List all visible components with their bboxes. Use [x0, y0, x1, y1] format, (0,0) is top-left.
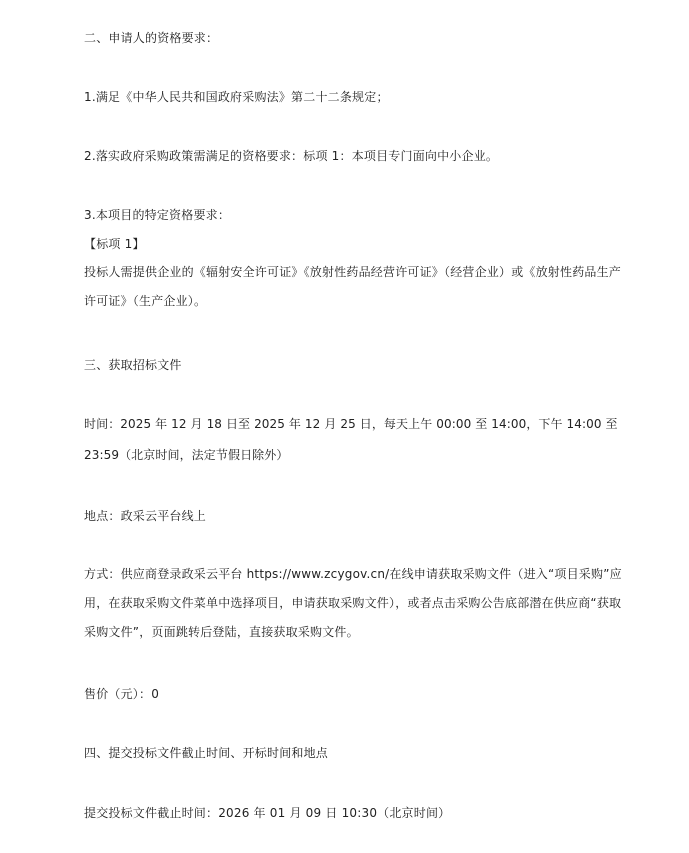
lot-requirement-text: 投标人需提供企业的《辐射安全许可证》《放射性药品经营许可证》（经营企业）或《放射性药品生产许可证》（生产企业）。	[84, 265, 622, 308]
section-3-heading: 三、获取招标文件	[84, 358, 182, 372]
qualification-item-2: 2.落实政府采购政策需满足的资格要求：标项 1：本项目专门面向中小企业。	[84, 149, 499, 163]
lot-label: 【标项 1】	[84, 237, 145, 251]
qualification-item-1: 1.满足《中华人民共和国政府采购法》第二十二条规定；	[84, 90, 389, 104]
acquisition-place-text: 地点：政采云平台线上	[84, 509, 207, 523]
section-2-heading: 二、申请人的资格要求：	[84, 31, 219, 45]
bid-deadline-text: 提交投标文件截止时间：2026 年 01 月 09 日 10:30（北京时间）	[84, 806, 451, 820]
section-4-heading: 四、提交投标文件截止时间、开标时间和地点	[84, 746, 329, 760]
qualification-item-3: 3.本项目的特定资格要求：	[84, 208, 231, 222]
acquisition-time-text: 时间：2025 年 12 月 18 日至 2025 年 12 月 25 日，每天上午 00:00 至 14:00，下午 14:00 至 23:59（北京时间，法定节假日除外）	[84, 417, 618, 462]
acquisition-method-text: 方式：供应商登录政采云平台 https://www.zcygov.cn/在线申请获取采购文件（进入“项目采购”应用，在获取采购文件菜单中选择项目，申请获取采购文件），或者点击采购公告底部潜在供应商“获取采购文件”，页面跳转后登陆，直接获取采购文件。	[84, 567, 622, 639]
document-price-text: 售价（元）：0	[84, 687, 160, 701]
